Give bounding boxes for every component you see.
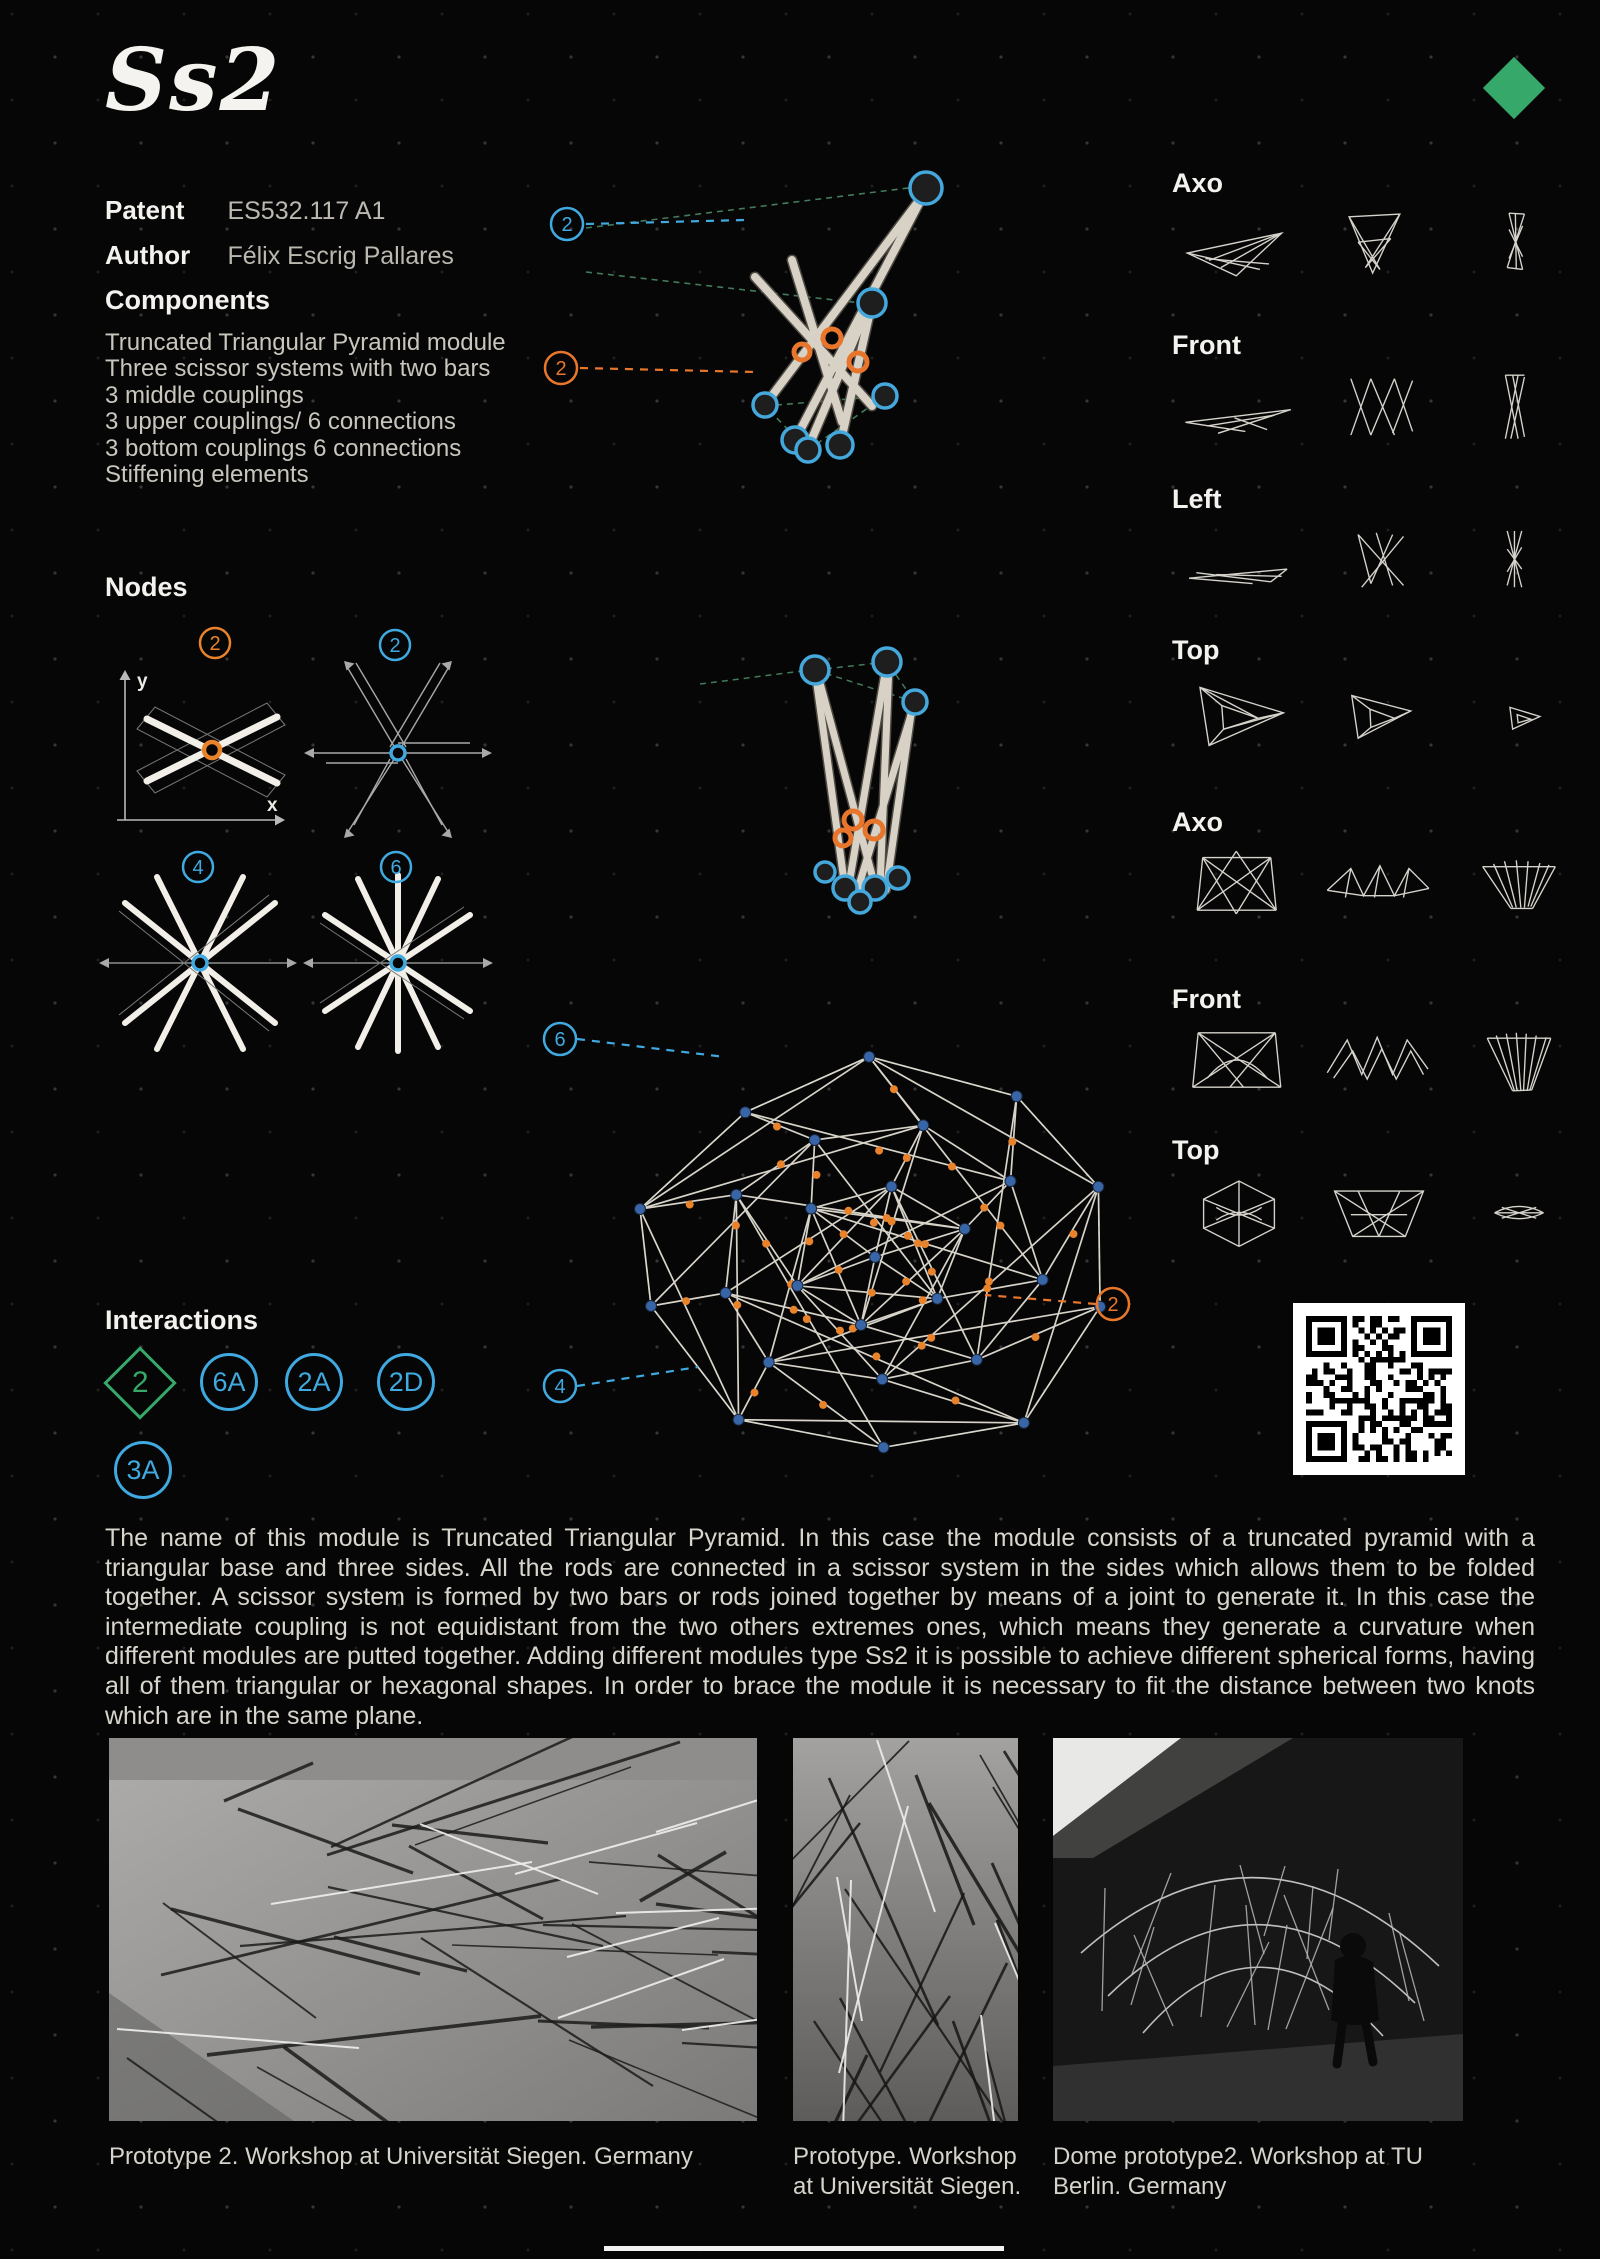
interaction-badge-2A: 2A	[285, 1353, 343, 1411]
page-footer-line	[604, 2246, 1004, 2251]
fold-stage-thumbnail	[1460, 203, 1578, 295]
fold-stage-thumbnail	[1320, 203, 1438, 295]
view-label-front-2: Front	[1172, 984, 1241, 1014]
fold-sequence-left-1	[1180, 519, 1580, 611]
component-item: Truncated Triangular Pyramid module	[105, 329, 506, 356]
fold-sequence-top-2	[1180, 1170, 1580, 1262]
node-badge-orange-2	[200, 628, 230, 658]
photo-caption-1: Prototype 2. Workshop at Universität Siegen. Germany	[109, 2143, 693, 2170]
fold-sequence-front-2	[1180, 1019, 1580, 1111]
node-diagram-star-2	[300, 615, 495, 840]
node-joint-blue	[391, 746, 405, 760]
svg-text:2: 2	[555, 358, 567, 380]
axis-x-label: x	[267, 795, 278, 816]
module-folded-render	[660, 640, 1040, 950]
node-joint-blue	[193, 956, 207, 970]
author-row	[105, 240, 454, 271]
view-label-front-1: Front	[1172, 330, 1241, 360]
interaction-badge-6A: 6A	[200, 1353, 258, 1411]
callout-badge-orange-2	[545, 352, 577, 384]
node-badge-blue-6	[381, 852, 411, 882]
fold-stage-thumbnail	[1460, 519, 1578, 611]
svg-text:6: 6	[390, 857, 402, 879]
fold-stage-thumbnail	[1460, 365, 1578, 457]
fold-stage-thumbnail	[1460, 670, 1578, 762]
fold-stage-thumbnail	[1320, 670, 1438, 762]
svg-text:6: 6	[554, 1029, 566, 1051]
axis-y-label: y	[137, 671, 148, 692]
fold-sequence-axo-1	[1180, 203, 1580, 295]
fold-sequence-axo-2	[1180, 842, 1580, 934]
components-list	[105, 330, 506, 488]
node-badge-blue-4	[183, 852, 213, 882]
fold-stage-thumbnail	[1180, 842, 1298, 934]
svg-text:2: 2	[561, 214, 573, 236]
components-heading: Components	[105, 285, 270, 315]
patent-label: Patent	[105, 195, 185, 225]
svg-text:4: 4	[554, 1376, 566, 1398]
fold-stage-thumbnail	[1180, 1019, 1298, 1111]
svg-text:2: 2	[209, 633, 221, 655]
fold-stage-thumbnail	[1460, 1170, 1578, 1262]
view-label-top-1: Top	[1172, 635, 1220, 665]
fold-stage-thumbnail	[1180, 1170, 1298, 1262]
dome-assembly-diagram	[530, 995, 1170, 1530]
fold-stage-thumbnail	[1180, 365, 1298, 457]
description-paragraph: The name of this module is Truncated Triangular Pyramid. In this case the module consists of a truncated pyramid with a triangular base and three sides. All the rods are connected in a scissor system in the sides which allows them to be folded together. A scissor system is formed by two bars or rods joined together by means of a joint to generate it. In this case the intermediate coupling is not equidistant from the two others extremes ones, which means they generate a curvature when different modules are putted together. Adding different modules type Ss2 it is possible to achieve different spherical forms, having all of them triangular or hexagonal shapes. In order to brace the module it is necessary to fit the distance between two knots which are in the same plane.	[105, 1524, 1535, 1730]
svg-text:4: 4	[192, 857, 204, 879]
module-open-render	[540, 140, 1040, 500]
component-item: 3 upper couplings/ 6 connections	[105, 408, 456, 436]
fold-stage-thumbnail	[1320, 1019, 1438, 1111]
interaction-badge-3A: 3A	[114, 1441, 172, 1499]
patent-value: ES532.117 A1	[227, 197, 386, 225]
fold-stage-thumbnail	[1460, 1019, 1578, 1111]
svg-text:2: 2	[389, 635, 401, 657]
qr-code	[1293, 1303, 1465, 1475]
component-item: Three scissor systems with two bars	[105, 355, 491, 383]
svg-text:2: 2	[1107, 1294, 1119, 1316]
photo-caption-2: Prototype. Workshop at Universität Siegen.	[793, 2143, 1022, 2200]
patent-row	[105, 195, 385, 226]
interactions-heading: Interactions	[105, 1305, 259, 1335]
fold-stage-thumbnail	[1320, 365, 1438, 457]
fold-stage-thumbnail	[1180, 519, 1298, 611]
fold-stage-thumbnail	[1460, 842, 1578, 934]
interaction-badge-2D: 2D	[377, 1353, 435, 1411]
fold-stage-thumbnail	[1180, 203, 1298, 295]
node-badge-blue-2	[380, 630, 410, 660]
fold-stage-thumbnail	[1320, 1170, 1438, 1262]
node-diagram-star-4	[95, 845, 300, 1060]
fold-stage-thumbnail	[1180, 670, 1298, 762]
photo-prototype	[793, 1738, 1018, 2121]
node-joint-orange	[204, 742, 220, 758]
node-diagram-cross-2	[95, 615, 300, 840]
nodes-heading: Nodes	[105, 572, 188, 602]
fold-sequence-front-1	[1180, 365, 1580, 457]
page-title: Ss2	[105, 30, 282, 131]
fold-stage-thumbnail	[1320, 842, 1438, 934]
node-diagram-star-6	[300, 845, 495, 1060]
component-item: 3 middle couplings	[105, 381, 304, 409]
callout-leader-orange	[580, 368, 755, 372]
interaction-badge-diamond-2: 2	[103, 1346, 177, 1420]
photo-caption-3: Dome prototype2. Workshop at TU Berlin. Germany	[1053, 2143, 1423, 2200]
node-joint-blue	[391, 956, 405, 970]
view-label-axo-2: Axo	[1172, 807, 1224, 837]
component-item: Stiffening elements	[105, 461, 309, 489]
author-value: Félix Escrig Pallares	[227, 242, 454, 270]
callout-leader-blue	[586, 220, 745, 224]
view-label-top-2: Top	[1172, 1135, 1220, 1165]
view-label-left-1: Left	[1172, 484, 1222, 514]
component-item: 3 bottom couplings 6 connections	[105, 434, 462, 462]
view-label-axo-1: Axo	[1172, 168, 1224, 198]
green-diamond-icon	[1483, 57, 1545, 119]
photo-dome-prototype	[1053, 1738, 1463, 2121]
photo-prototype-2	[109, 1738, 757, 2121]
author-label: Author	[105, 240, 191, 270]
fold-sequence-top-1	[1180, 670, 1580, 762]
callout-badge-blue-2	[551, 208, 583, 240]
scissor-rods	[755, 190, 926, 448]
fold-stage-thumbnail	[1320, 519, 1438, 611]
